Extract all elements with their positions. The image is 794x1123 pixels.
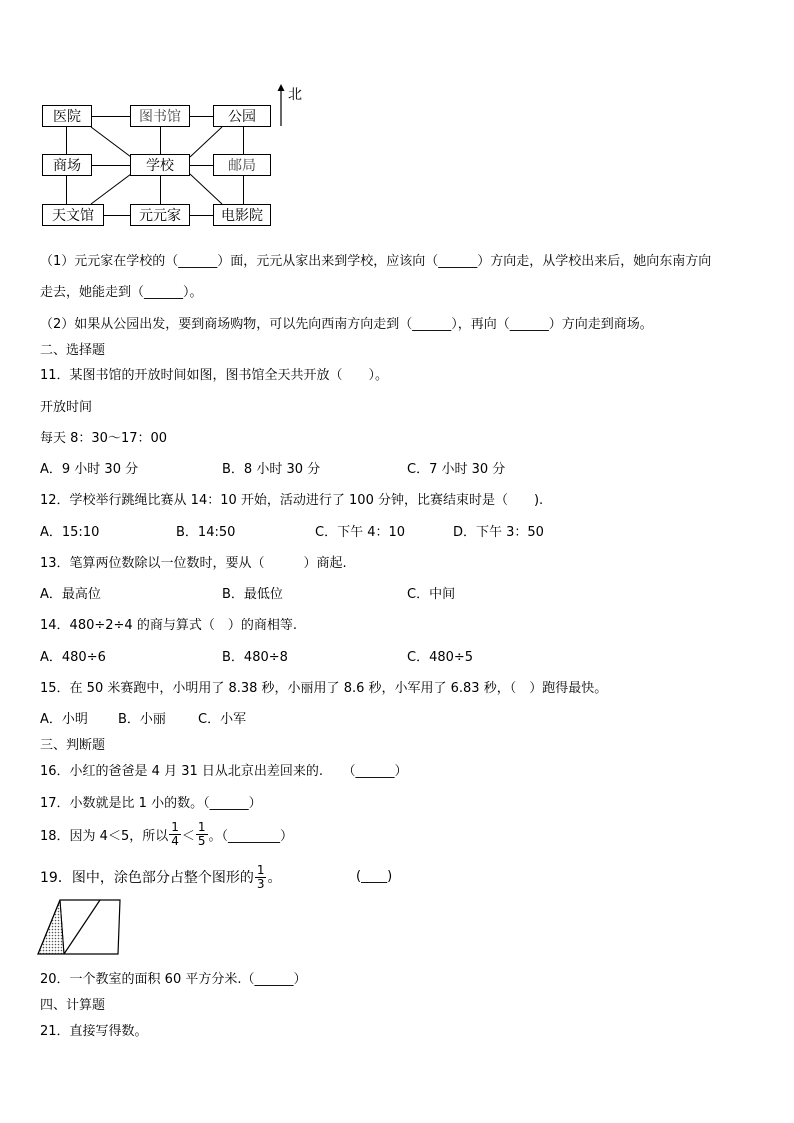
q12-stem: 12．学校举行跳绳比赛从 14：10 开始，活动进行了 100 分钟，比赛结束时是（ ).: [40, 493, 544, 508]
q19-figure-parallelogram: [36, 898, 124, 956]
section-heading-calc: 四、计算题: [40, 998, 106, 1013]
north-arrow-icon: [276, 84, 286, 128]
q11-option-b[interactable]: B．8 小时 30 分: [222, 462, 321, 477]
map-box-post-office: 邮局: [213, 154, 271, 176]
q14-option-a[interactable]: A．480÷6: [40, 650, 106, 665]
q12-option-d[interactable]: D．下午 3：50: [453, 525, 544, 540]
map-box-mall: 商场: [42, 154, 92, 176]
q19-suffix: 。: [267, 870, 282, 886]
q11-stem: 11．某图书馆的开放时间如图，图书馆全天共开放（ ）。: [40, 368, 389, 383]
q11-option-a[interactable]: A．9 小时 30 分: [40, 462, 139, 477]
q15-option-c[interactable]: C．小军: [198, 712, 247, 727]
map-box-cinema: 电影院: [213, 204, 271, 226]
q13-option-b[interactable]: B．最低位: [222, 587, 283, 602]
q13-stem: 13．笔算两位数除以一位数时，要从（ ）商起.: [40, 556, 347, 571]
q15-option-b[interactable]: B．小丽: [118, 712, 166, 727]
q19-prefix: 19．图中，涂色部分占整个图形的: [40, 870, 254, 886]
section-heading-judge: 三、判断题: [40, 738, 106, 753]
q12-option-b[interactable]: B．14:50: [176, 525, 236, 540]
q14-stem: 14．480÷2÷4 的商与算式（ ）的商相等.: [40, 618, 297, 633]
q15-option-a[interactable]: A．小明: [40, 712, 88, 727]
q10-part1-line1: （1）元元家在学校的（______）面，元元从家出来到学校，应该向（______）方向走，从学校出来后，她向东南方向: [40, 254, 712, 269]
q19-answer-blank: (____): [356, 869, 393, 884]
map-box-park: 公园: [213, 105, 271, 127]
q18-suffix: 。（________）: [208, 828, 294, 844]
q13-option-c[interactable]: C．中间: [407, 587, 456, 602]
map-box-yuanyuan-home: 元元家: [130, 204, 190, 226]
map-box-school: 学校: [130, 154, 190, 176]
q11-option-c[interactable]: C．7 小时 30 分: [407, 462, 506, 477]
q13-option-a[interactable]: A．最高位: [40, 587, 101, 602]
q19-text: [40, 860, 281, 894]
q14-option-b[interactable]: B．480÷8: [222, 650, 288, 665]
q12-option-c[interactable]: C．下午 4：10: [315, 525, 406, 540]
q12-option-a[interactable]: A．15:10: [40, 525, 100, 540]
map-box-hospital: 医院: [42, 105, 92, 127]
q10-part1-line2: 走去，她能走到（______）。: [40, 285, 203, 300]
q20-text: 20．一个教室的面积 60 平方分米.（______）: [40, 972, 307, 987]
q18-prefix: 18．因为 4＜5，所以: [40, 828, 169, 844]
map-box-library: 图书馆: [130, 105, 190, 127]
q10-part2: （2）如果从公园出发，要到商场购物，可以先向西南方向走到（______），再向（______）方向走到商场。: [40, 317, 653, 332]
q18-fraction-2: $\frac{1}{5}$: [197, 819, 206, 848]
q16-text: 16．小红的爸爸是 4 月 31 日从北京出差回来的. （______）: [40, 764, 408, 779]
q14-option-c[interactable]: C．480÷5: [407, 650, 474, 665]
q18-fraction-1: $\frac{1}{4}$: [171, 819, 179, 848]
q21-text: 21．直接写得数。: [40, 1024, 148, 1039]
q15-stem: 15．在 50 米赛跑中，小明用了 8.38 秒，小丽用了 8.6 秒，小军用了 6.83 秒，（ ）跑得最快。: [40, 681, 608, 696]
q18-less-than: ＜: [181, 828, 195, 844]
q11-hours-time: 每天 8：30～17：00: [40, 431, 168, 446]
north-label: 北: [288, 87, 302, 103]
q19-fraction: $\frac{1}{3}$: [256, 862, 265, 891]
q18-text: [40, 817, 293, 851]
section-heading-choice: 二、选择题: [40, 343, 106, 358]
map-box-planetarium: 天文馆: [42, 204, 104, 226]
q17-text: 17．小数就是比 1 小的数。（______）: [40, 796, 262, 811]
q11-hours-label: 开放时间: [40, 400, 93, 415]
